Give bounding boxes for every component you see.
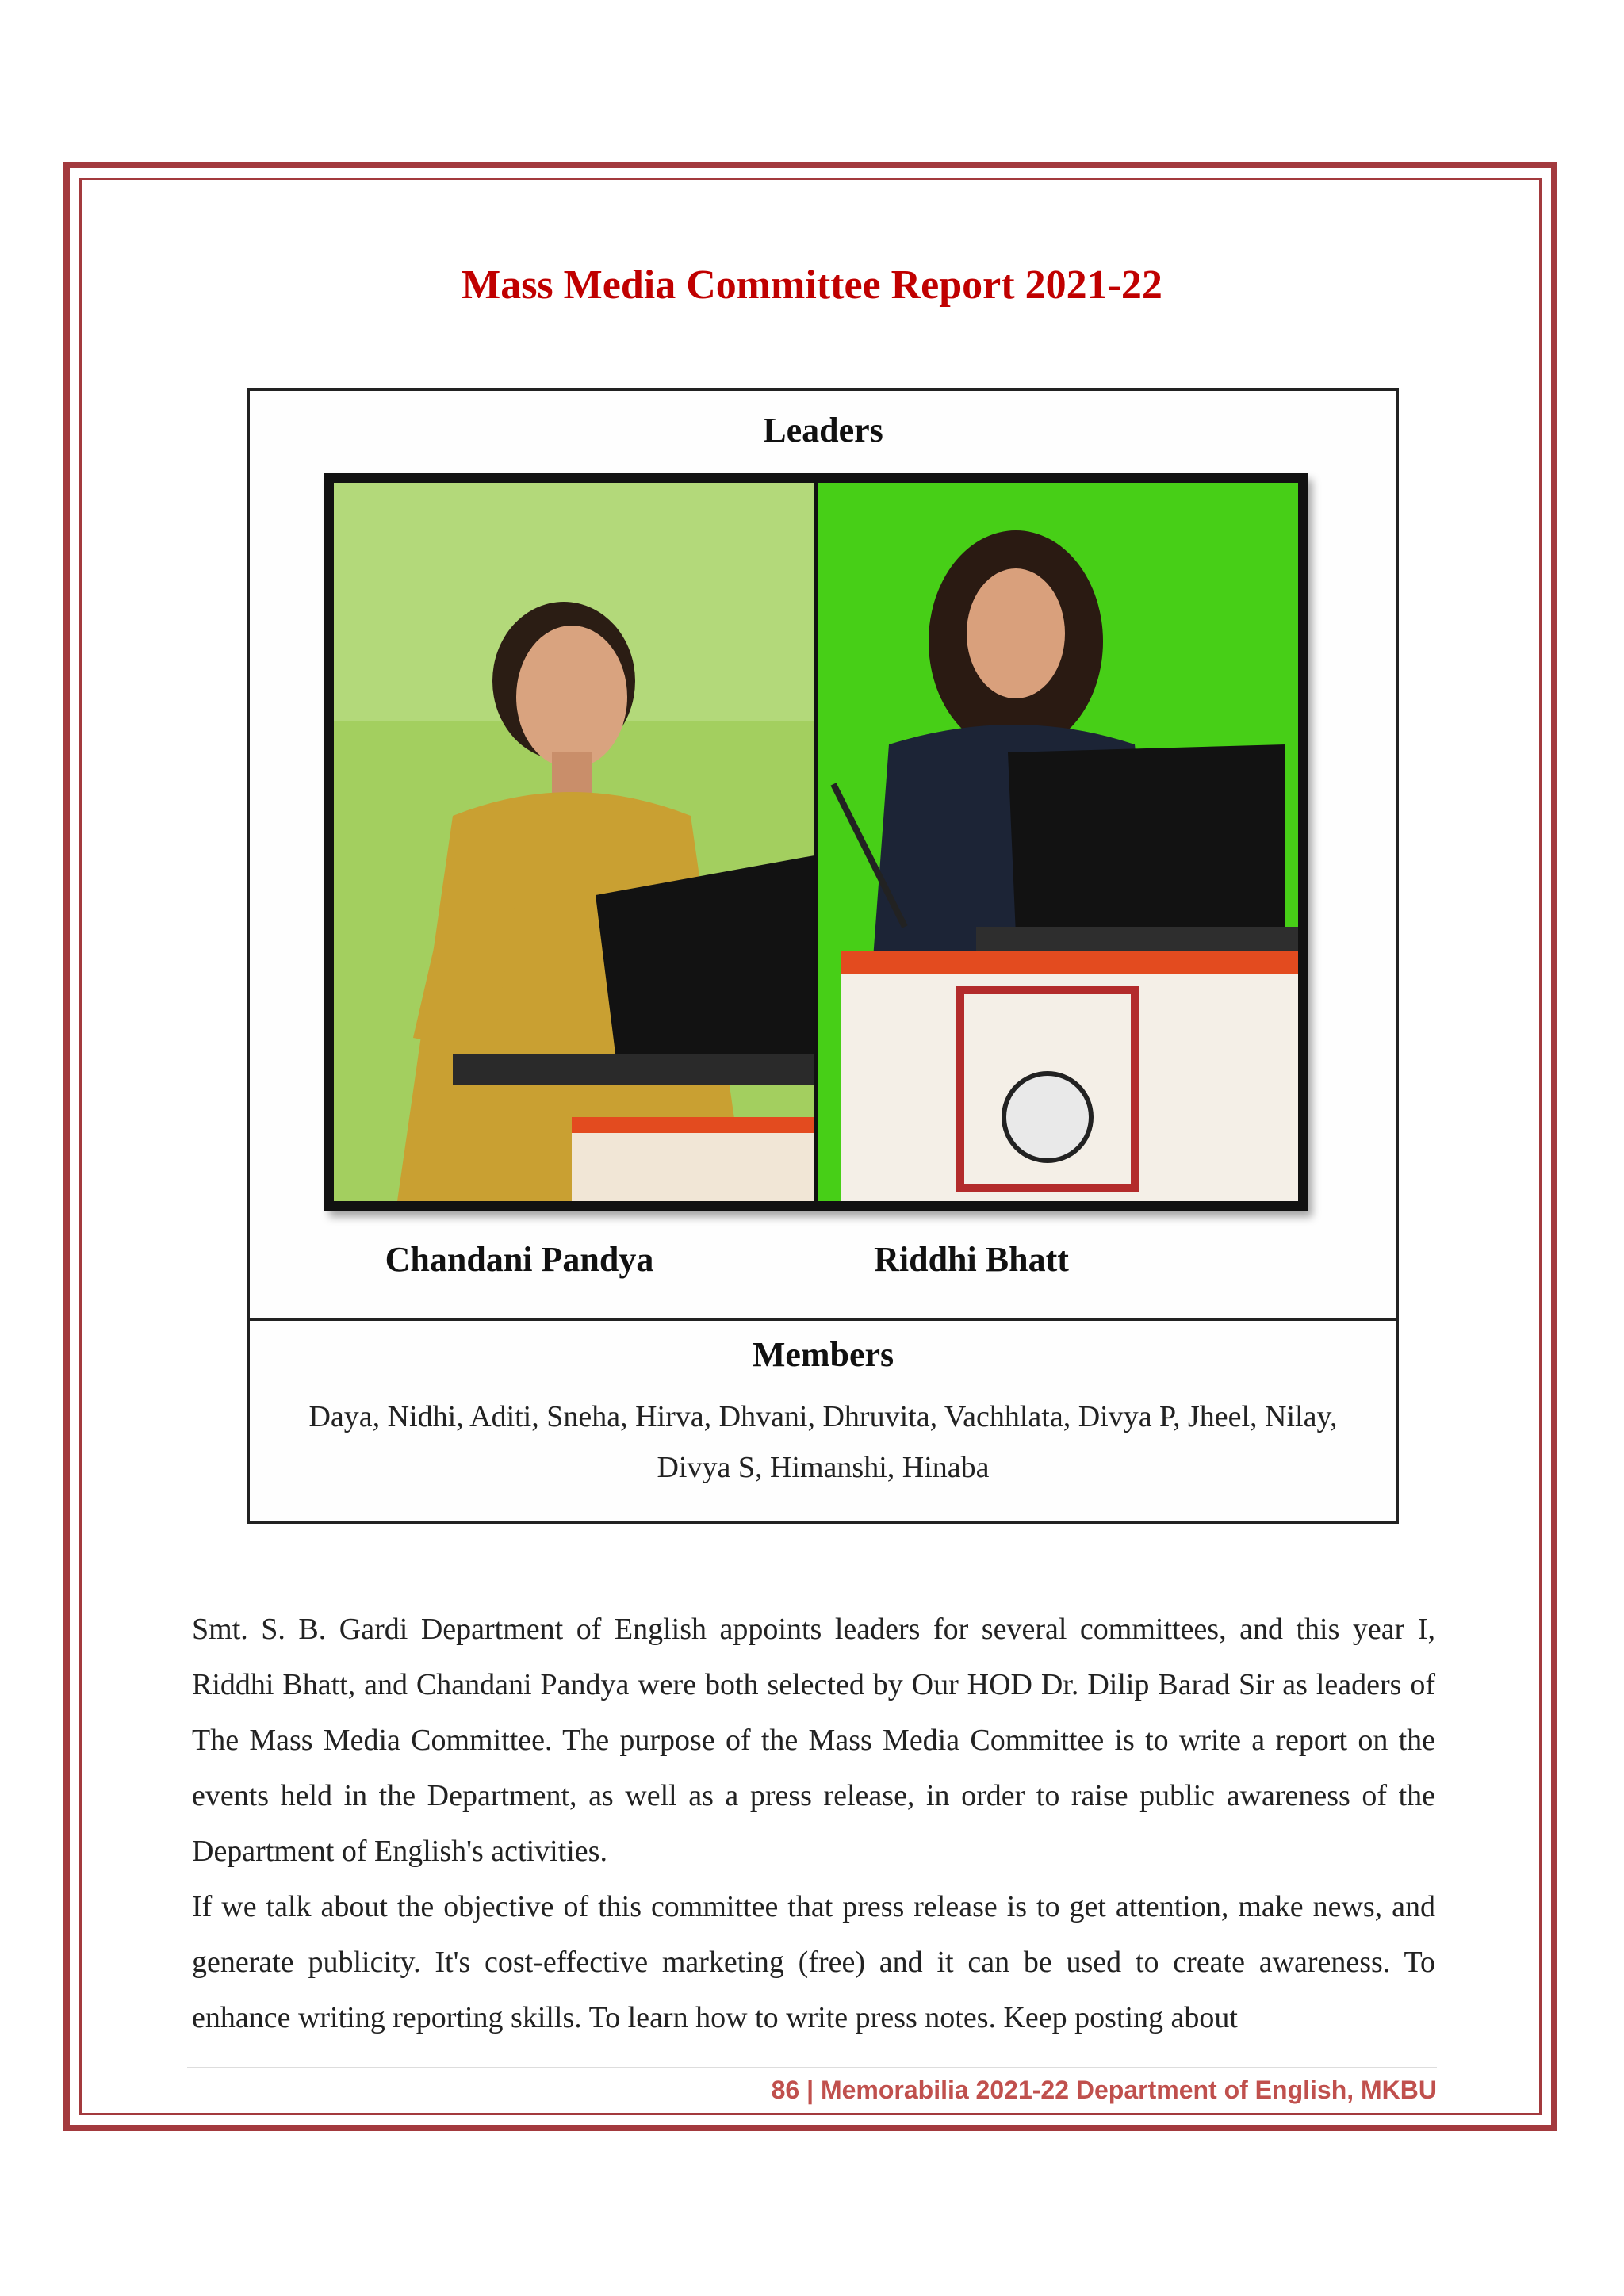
photo-riddhi-bhatt	[818, 483, 1298, 1201]
photo-chandani-pandya	[334, 483, 814, 1201]
leaders-heading: Leaders	[763, 411, 883, 450]
paragraph-1: Smt. S. B. Gardi Department of English appoints leaders for several committees, and this year I, Riddhi Bhatt, and Chandani Pandya were both selected by Our HOD Dr. Dilip Barad Sir as leaders of The Mass Media Committee. The purpose of the Mass Media Committee is to write a report on the events held in the Department, as well as a press release, in order to raise public awareness of the Department of English's activities.	[192, 1613, 1435, 1868]
page-footer: 86 | Memorabilia 2021-22 Department of English, MKBU	[771, 2076, 1437, 2104]
box-divider	[250, 1318, 1396, 1321]
leader-name-1: Chandani Pandya	[385, 1240, 654, 1279]
committee-box	[247, 388, 1399, 1524]
report-body	[192, 1601, 1435, 2045]
leader-name-2: Riddhi Bhatt	[874, 1240, 1069, 1279]
members-list: Daya, Nidhi, Aditi, Sneha, Hirva, Dhvani, Dhruvita, Vachhlata, Divya P, Jheel, Nilay, Divya S, Himanshi, Hinaba	[308, 1400, 1338, 1484]
paragraph-2: If we talk about the objective of this committee that press release is to get attention, make news, and generate publicity. It's cost-effective marketing (free) and it can be used to create awareness. To enhance writing reporting skills. To learn how to write press notes. Keep posting about	[192, 1890, 1435, 2034]
page-title: Mass Media Committee Report 2021-22	[462, 262, 1162, 308]
members-heading: Members	[752, 1335, 894, 1374]
footer-rule	[187, 2067, 1437, 2068]
leaders-photo	[324, 473, 1308, 1211]
